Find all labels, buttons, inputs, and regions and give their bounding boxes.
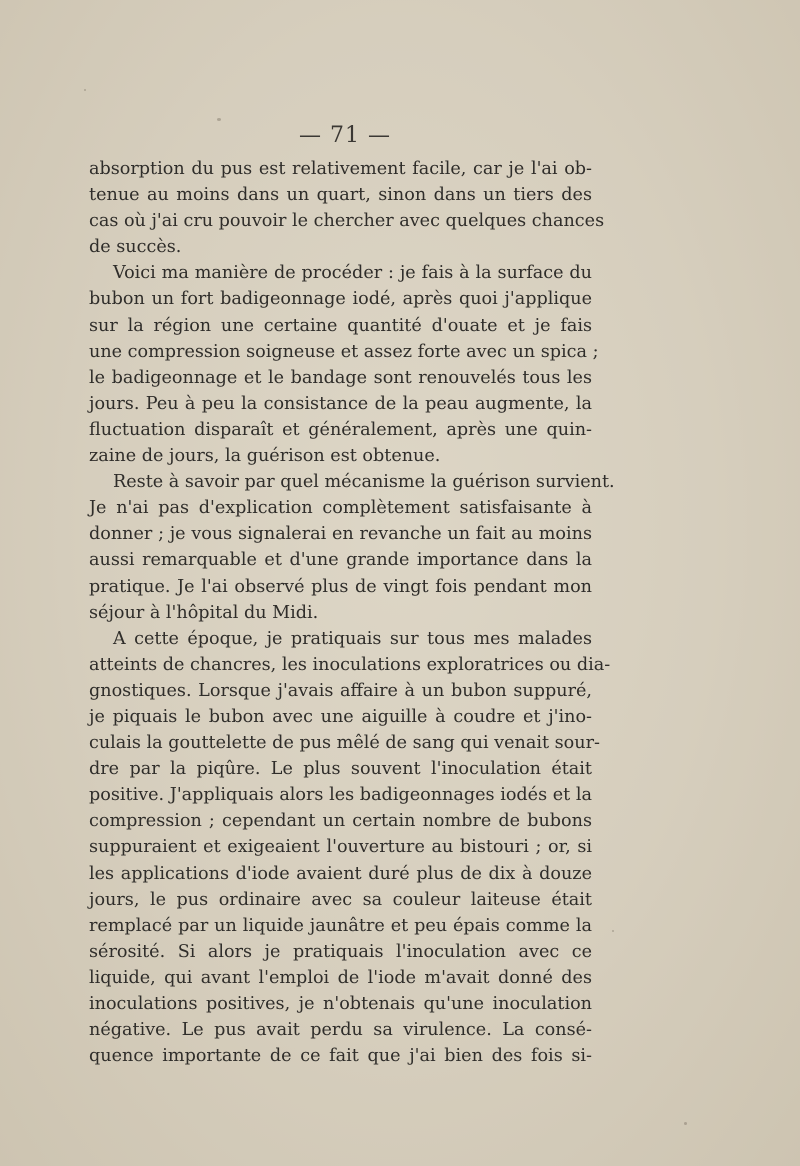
text-line: pratique. Je l'ai observé plus de vingt fois pendant mon bbox=[89, 576, 592, 597]
body-text bbox=[89, 156, 615, 1069]
text-line: de succès. bbox=[89, 237, 182, 258]
paragraph-start: Voici ma manière de procéder : je fais à la surface du bbox=[113, 263, 592, 284]
text-line: atteints de chancres, les inoculations exploratrices ou dia- bbox=[89, 654, 611, 675]
text-line: jours. Peu à peu la consistance de la peau augmente, la bbox=[89, 393, 592, 414]
text-line: bubon un fort badigeonnage iodé, après quoi j'applique bbox=[89, 289, 592, 310]
text-line: zaine de jours, la guérison est obtenue. bbox=[89, 446, 441, 467]
text-line: séjour à l'hôpital du Midi. bbox=[89, 602, 319, 623]
text-line: jours, le pus ordinaire avec sa couleur laiteuse était bbox=[89, 889, 592, 910]
paper-speck bbox=[684, 1122, 687, 1125]
text-line: Je n'ai pas d'explication complètement satisfaisante à bbox=[89, 498, 592, 519]
text-line: dre par la piqûre. Le plus souvent l'inoculation était bbox=[89, 759, 592, 780]
text-line: remplacé par un liquide jaunâtre et peu épais comme la bbox=[89, 915, 592, 936]
text-line: sur la région une certaine quantité d'ouate et je fais bbox=[89, 315, 592, 336]
text-line: je piquais le bubon avec une aiguille à coudre et j'ino- bbox=[89, 706, 592, 727]
paper-speck bbox=[612, 930, 614, 932]
paragraph-start: A cette époque, je pratiquais sur tous mes malades bbox=[113, 628, 592, 649]
text-line: compression ; cependant un certain nombre de bubons bbox=[89, 811, 592, 832]
text-line: négative. Le pus avait perdu sa virulence. La consé- bbox=[89, 1020, 592, 1041]
text-line: gnostiques. Lorsque j'avais affaire à un bubon suppuré, bbox=[89, 680, 592, 701]
text-line: aussi remarquable et d'une grande importance dans la bbox=[89, 550, 592, 571]
text-line: quence importante de ce fait que j'ai bien des fois si- bbox=[89, 1046, 592, 1067]
text-line: cas où j'ai cru pouvoir le chercher avec quelques chances bbox=[89, 211, 605, 232]
text-line: tenue au moins dans un quart, sinon dans un tiers des bbox=[89, 185, 592, 206]
text-line: positive. J'appliquais alors les badigeonnages iodés et la bbox=[89, 785, 592, 806]
paper-speck bbox=[84, 89, 86, 91]
text-line: sérosité. Si alors je pratiquais l'inoculation avec ce bbox=[89, 941, 592, 962]
text-line: liquide, qui avant l'emploi de l'iode m'avait donné des bbox=[89, 967, 592, 988]
text-line: les applications d'iode avaient duré plus de dix à douze bbox=[89, 863, 592, 884]
text-line: absorption du pus est relativement facile, car je l'ai ob- bbox=[89, 159, 592, 179]
paper-speck bbox=[217, 118, 221, 121]
text-line: fluctuation disparaît et généralement, après une quin- bbox=[89, 419, 592, 440]
text-line: une compression soigneuse et assez forte avec un spica ; bbox=[89, 341, 599, 362]
text-line: le badigeonnage et le bandage sont renouvelés tous les bbox=[89, 367, 592, 388]
page-number: — 71 — bbox=[299, 123, 391, 148]
text-line: culais la gouttelette de pus mêlé de sang qui venait sour- bbox=[89, 733, 600, 754]
text-line: suppuraient et exigeaient l'ouverture au bistouri ; or, si bbox=[89, 837, 592, 858]
paragraph-start: Reste à savoir par quel mécanisme la guérison survient. bbox=[113, 472, 615, 493]
text-line: inoculations positives, je n'obtenais qu'une inoculation bbox=[89, 994, 592, 1014]
text-line: donner ; je vous signalerai en revanche un fait au moins bbox=[89, 524, 592, 545]
